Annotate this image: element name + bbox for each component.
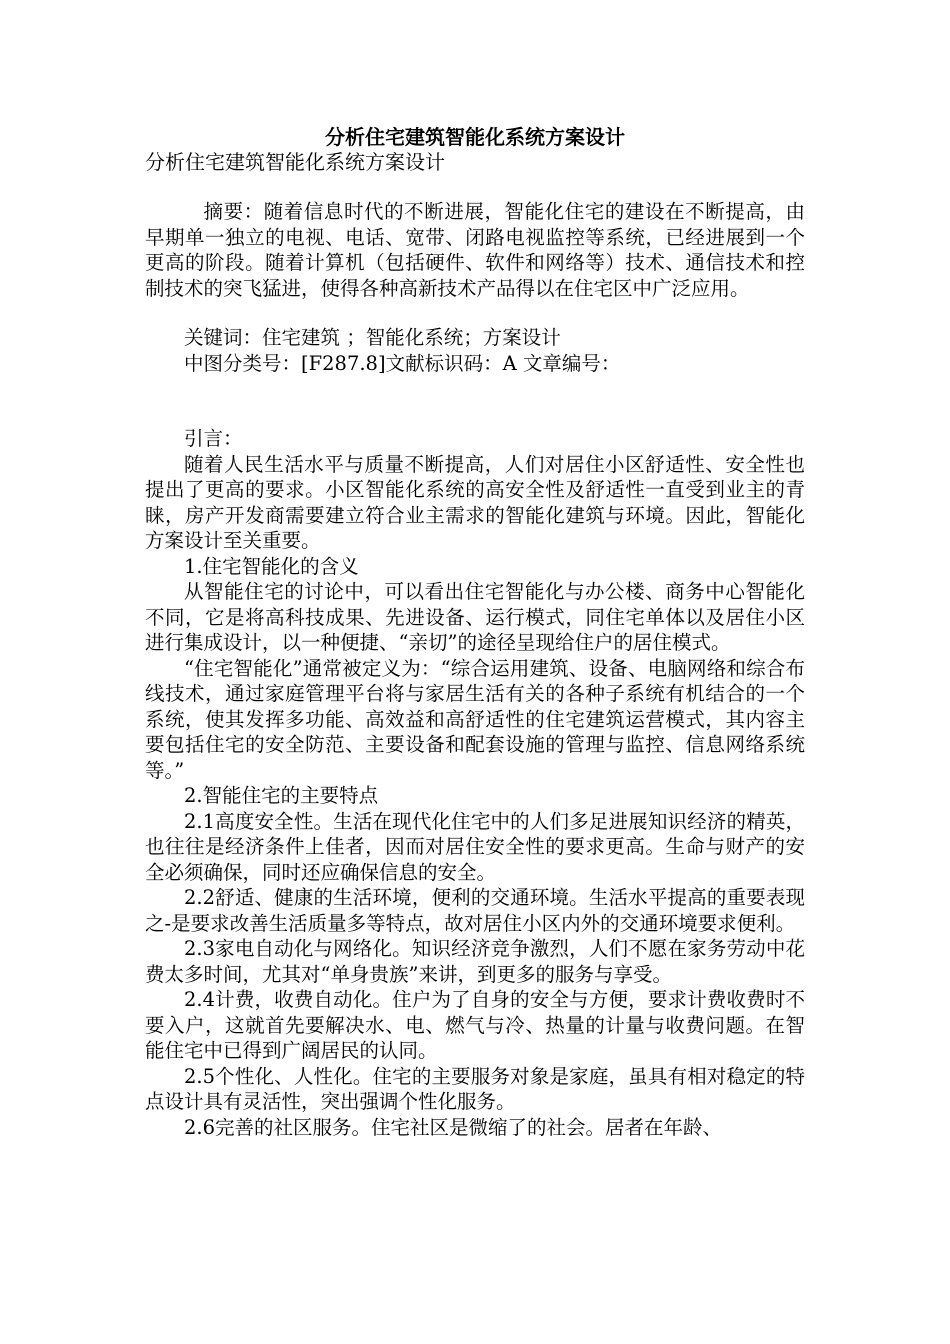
document-title: 分析住宅建筑智能化系统方案设计	[325, 125, 625, 149]
body-paragraph: 2.4计费，收费自动化。住户为了自身的安全与方便，要求计费收费时不要入户，这就首先要解决水、电、燃气与冷、热量的计量与收费问题。在智能住宅中已得到广阔居民的认同。	[145, 988, 805, 1062]
body-paragraph: 2.2舒适、健康的生活环境，便利的交通环境。生活水平提高的重要表现之-是要求改善生活质量多等特点，故对居住小区内外的交通环境要求便利。	[145, 886, 805, 935]
document-page	[145, 124, 805, 1140]
spacer	[145, 301, 805, 325]
section-heading: 2.智能住宅的主要特点	[184, 784, 379, 807]
document-subtitle: 分析住宅建筑智能化系统方案设计	[145, 150, 445, 174]
body-paragraph: 2.6完善的社区服务。住宅社区是微缩了的社会。居者在年龄、	[184, 1115, 723, 1139]
body-paragraph: 随着人民生活水平与质量不断提高，人们对居住小区舒适性、安全性也提出了更高的要求。小区智能化系统的高安全性及舒适性一直受到业主的青睐，房产开发商需要建立符合业主需求的智能化建筑与环境。因此，智能化方案设计至关重要。	[145, 452, 805, 552]
abstract-paragraph: 摘要：随着信息时代的不断进展，智能化住宅的建设在不断提高，由早期单一独立的电视、电话、宽带、闭路电视监控等系统，已经进展到一个更高的阶段。随着计算机（包括硬件、软件和网络等）技术、通信技术和控制技术的突飞猛进，使得各种高新技术产品得以在住宅区中广泛应用。	[145, 200, 805, 300]
body-paragraph: 2.1高度安全性。生活在现代化住宅中的人们多足进展知识经济的精英，也往往是经济条件上佳者，因而对居住安全性的要求更高。生命与财产的安全必须确保，同时还应确保信息的安全。	[145, 809, 805, 884]
classification-line: 中图分类号：[F287.8]文献标识码：A 文章编号：	[184, 351, 621, 375]
section-heading: 1.住宅智能化的含义	[184, 554, 359, 578]
intro-heading: 引言：	[184, 427, 243, 450]
spacer	[145, 376, 805, 426]
body-paragraph: “住宅智能化”通常被定义为：“综合运用建筑、设备、电脑网络和综合布线技术，通过家庭管理平台将与家居生活有关的各种子系统有机结合的一个系统，使其发挥多功能、高效益和高舒适性的住宅建筑运营模式，其内容主要包括住宅的安全防范、主要设备和配套设施的管理与监控、信息网络系统等。”	[145, 656, 805, 782]
body-paragraph: 2.3家电自动化与网络化。知识经济竞争激烈，人们不愿在家务劳动中花费太多时间，尤其对“单身贵族”来讲，到更多的服务与享受。	[145, 937, 805, 986]
body-paragraph: 从智能住宅的讨论中，可以看出住宅智能化与办公楼、商务中心智能化不同，它是将高科技成果、先进设备、运行模式，同住宅单体以及居住小区进行集成设计，以一种便捷、“亲切”的途径呈现给住户的居住模式。	[145, 580, 805, 654]
body-paragraph: 2.5个性化、人性化。住宅的主要服务对象是家庭，虽具有相对稳定的特点设计具有灵活性，突出强调个性化服务。	[145, 1064, 805, 1113]
keywords-line: 关键词：住宅建筑 ；智能化系统；方案设计	[184, 326, 561, 349]
spacer	[145, 175, 805, 199]
